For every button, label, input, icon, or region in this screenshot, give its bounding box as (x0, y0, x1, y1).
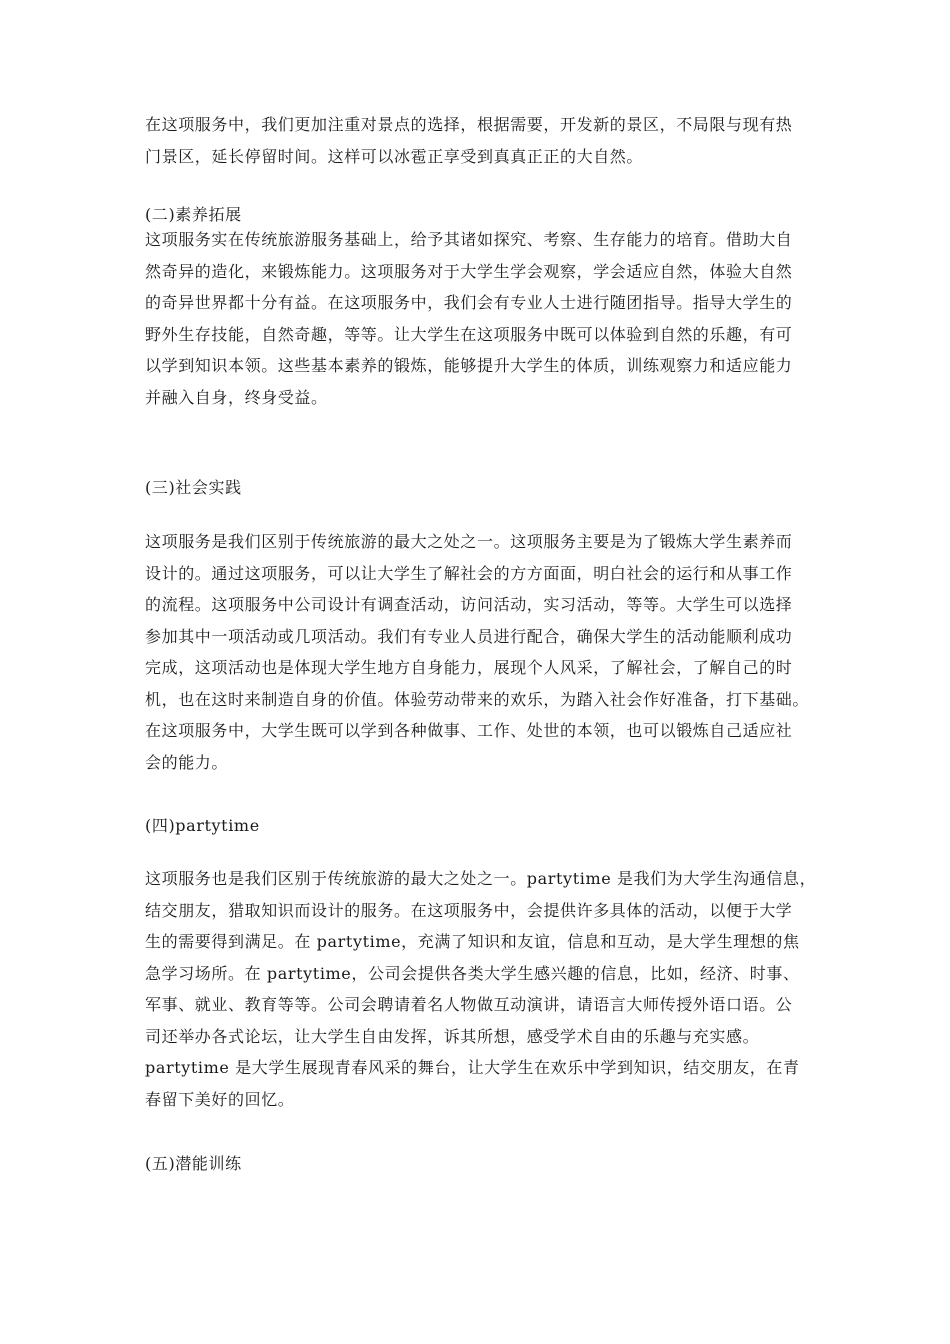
text-line: 设计的。通过这项服务，可以让大学生了解社会的方方面面，明白社会的运行和从事工作 (145, 563, 793, 583)
text-line: 在这项服务中，我们更加注重对景点的选择，根据需要，开发新的景区，不局限与现有热 (145, 115, 793, 134)
text-line: 在这项服务中，大学生既可以学到各种做事、工作、处世的本领，也可以锻炼自己适应社 (145, 721, 793, 740)
text-line: 的流程。这项服务中公司设计有调查活动，访问活动，实习活动，等等。大学生可以选择 (145, 595, 793, 614)
text-line: 并融入自身，终身受益。 (145, 387, 328, 407)
text-line: 这项服务是我们区别于传统旅游的最大之处之一。这项服务主要是为了锻炼大学生素养而 (145, 532, 793, 551)
paragraph-partytime (145, 863, 817, 1115)
text-line: 机，也在这时来制造自身的价值。体验劳动带来的欢乐，为踏入社会作好准备，打下基础。 (145, 689, 810, 709)
text-line: partytime 是大学生展现青春风采的舞台，让大学生在欢乐中学到知识，结交朋友，在青 (145, 1058, 800, 1077)
text-line: 会的能力。 (145, 752, 229, 772)
text-line: 生的需要得到满足。在 partytime，充满了知识和友谊，信息和互动，是大学生理想的焦 (145, 932, 800, 951)
section-heading-partytime: (四)partytime (145, 816, 260, 835)
text-line: 结交朋友，猎取知识而设计的服务。在这项服务中，会提供许多具体的活动，以便于大学 (145, 900, 793, 920)
section-heading-quality-expansion: (二)素养拓展 (145, 205, 242, 224)
paragraph-social-practice (145, 526, 810, 778)
text-line: 春留下美好的回忆。 (145, 1089, 295, 1109)
text-line: 的奇异世界都十分有益。在这项服务中，我们会有专业人士进行随团指导。指导大学生的 (145, 293, 793, 312)
text-line: 以学到知识本领。这些基本素养的锻炼，能够提升大学生的体质，训练观察力和适应能力 (145, 356, 793, 375)
text-line: 野外生存技能，自然奇趣，等等。让大学生在这项服务中既可以体验到自然的乐趣，有可 (145, 324, 793, 344)
text-line: 参加其中一项活动或几项活动。我们有专业人员进行配合，确保大学生的活动能顺利成功 (145, 626, 793, 646)
text-line: 司还举办各式论坛，让大学生自由发挥，诉其所想，感受学术自由的乐趣与充实感。 (145, 1026, 760, 1046)
text-line: 军事、就业、教育等等。公司会聘请着名人物做互动演讲，请语言大师传授外语口语。公 (145, 995, 793, 1014)
paragraph-quality-expansion (145, 224, 810, 413)
text-line: 门景区，延长停留时间。这样可以冰雹正享受到真真正正的大自然。 (145, 146, 644, 166)
section-heading-potential-training: (五)潜能训练 (145, 1154, 242, 1173)
text-line: 然奇异的造化，来锻炼能力。这项服务对于大学生学会观察，学会适应自然，体验大自然 (145, 261, 793, 281)
text-line: 这项服务也是我们区别于传统旅游的最大之处之一。partytime 是我们为大学生沟通信息， (145, 869, 817, 888)
section-heading-social-practice: (三)社会实践 (145, 478, 242, 497)
text-line: 这项服务实在传统旅游服务基础上，给予其诸如探究、考察、生存能力的培育。借助大自 (145, 230, 793, 249)
text-line: 完成，这项活动也是体现大学生地方自身能力，展现个人风采，了解社会，了解自己的时 (145, 658, 793, 677)
paragraph-destination-selection (145, 109, 810, 172)
text-line: 急学习场所。在 partytime，公司会提供各类大学生感兴趣的信息，比如，经济、时事、 (145, 963, 800, 983)
